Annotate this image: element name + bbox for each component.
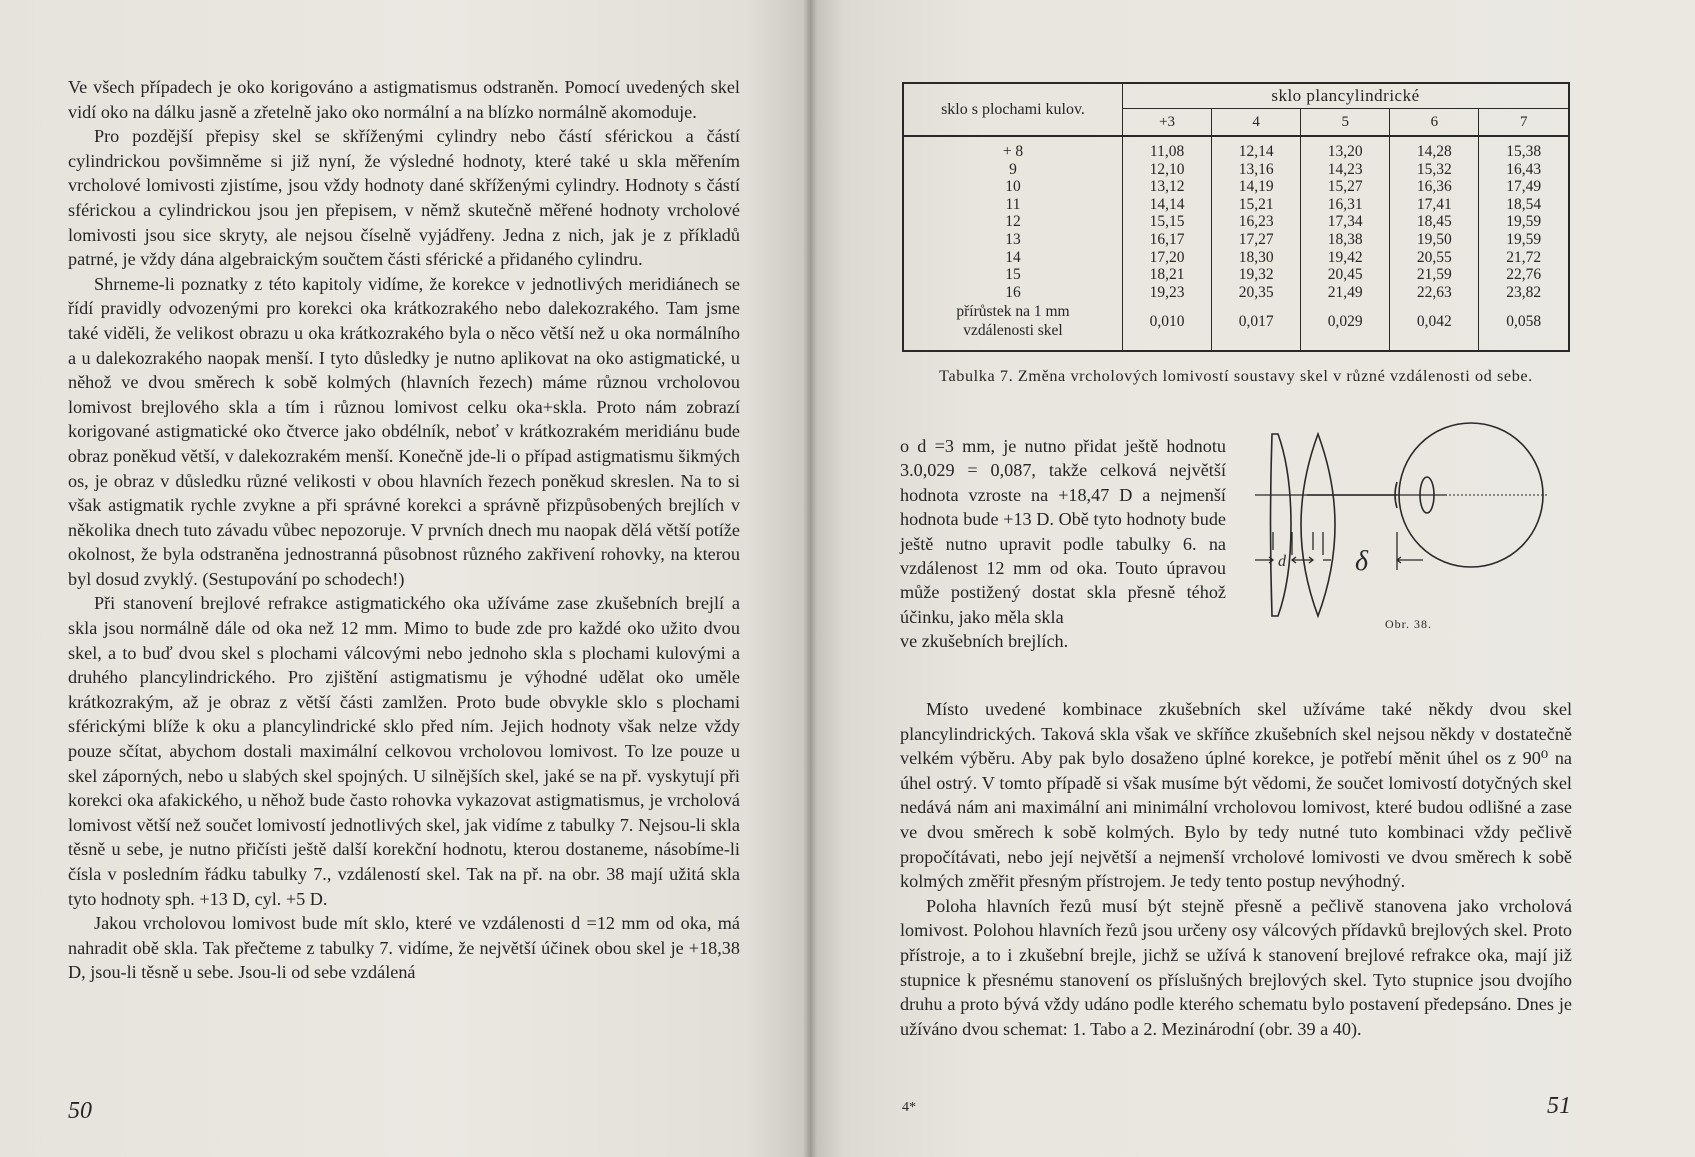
row-label: 11 (1005, 195, 1021, 213)
table-cell: 20,55 (1416, 248, 1452, 266)
figure-caption: Obr. 38. (1385, 617, 1432, 631)
table-cell: 14,23 (1327, 160, 1363, 178)
table-cell: 16,43 (1506, 160, 1542, 178)
table-cell: 20,45 (1327, 266, 1363, 284)
figure-wrapped-text (900, 434, 1226, 629)
table-cell: 15,15 (1149, 213, 1185, 231)
table-cell: 18,54 (1506, 195, 1542, 213)
increment-cell: 0,017 (1238, 313, 1274, 331)
table-cell: 22,63 (1416, 283, 1452, 301)
table-cell: 21,49 (1327, 283, 1363, 301)
table-cell: 13,16 (1238, 160, 1274, 178)
table-cell: 15,27 (1327, 178, 1363, 196)
table-cell: 16,31 (1327, 195, 1363, 213)
row-label: + 8 (1002, 143, 1024, 160)
increment-label: přírůstek na 1 mm (956, 303, 1070, 321)
increment-label: vzdálenosti skel (963, 322, 1063, 340)
table-cell: 21,59 (1416, 266, 1452, 284)
paragraph: Jakou vrcholovou lomivost bude mít sklo, které ve vzdálenosti d =12 mm od oka, má nahradit obě skla. Tak přečteme z tabulky 7. vidíme, že největší účinek obou skel je +18,38 D, jsou-li těsně u sebe. Jsou-li od sebe vzdálená (68, 913, 740, 983)
paragraph: Shrneme-li poznatky z této kapitoly vidíme, že korekce v jednotlivých meridiánech se řídí pravidly odvozenými pro korekci oka krátkozrakého nebo dalekozrakého. Tam jsme také viděli, že velikost obrazu u oka krátkozrakého byla o něco větší než u oka normálního a u dalekozrakého naopak menší. I tyto důsledky je nutno aplikovat na oko astigmatické, u něhož ve dvou směrech k sobě kolmých (hlavních řezech) máme různou vrcholovou lomivost brejlového skla a tím i různou lomivost celku oka+skla. Proto nám zobrazí korigované astigmatické oko čtverce jako obdélník, neboť v krátkozrakém meridiánu bude obraz poněkud větší, v dalekozrakém menší. Konečně jde-li o případ astigmatismu šikmých os, je obraz v důsledku různé velikosti v obou hlavních řezech poněkud skreslen. Na to si však astigmatik rychle zvykne a při správné korekci a správně přizpůsobených brejlích v několika dnech tuto závadu vůbec nepozoruje. V prvních dnech mu naopak dělá větší potíže okolnost, že byla odstraněna jednostranná působnost různého zakřivení rohovky, na kterou byl dosud zvyklý. (Sestupování po schodech!) (68, 273, 740, 589)
table-cell: 18,38 (1327, 230, 1363, 248)
table-cell: 23,82 (1506, 283, 1542, 301)
table-cell: 15,38 (1506, 143, 1542, 160)
table-cell: 21,72 (1506, 248, 1542, 266)
table-column (1301, 136, 1390, 350)
paragraph: Při stanovení brejlové refrakce astigmatického oka užíváme zase zkušebních brejlí a skla jsou normálně dále od oka než 12 mm. Mimo to bude zde pro každé oko užito dvou skel, a to buď dvou skel s plochami válcovými nebo jednoho skla s plochami kulovými a druhého plancylindrického. Pro zjištění astigmatismu je výhodné udělat oko uměle krátkozrakým, až je obraz z větší části zamlžen. Proto bude obvykle sklo s plochami sférickými blíže k oku a plancylindrické sklo před ním. Jejich hodnoty však nelze vždy pouze sčítat, abychom dostali maximální celkovou vrcholovou lomivost. To lze pouze u skel záporných, nebo u slabých skel spojných. U silnějších skel, jaké se na př. vyskytují při korekci oka afakického, u něhož bude často rohovka vykazovat astigmatismus, je vrcholová lomivost větší než součet lomivostí jednotlivých skel, jak vidíme z tabulky 7. Nejsou-li skla těsně u sebe, je nutno přičísti ještě další korekční hodnotu, kterou dostaneme, násobíme-li čísla v posledním řádku tabulky 7., vzdáleností skel. Tak na př. na obr. 38 mají užitá skla tyto hodnoty sph. +13 D, cyl. +5 D. (68, 593, 740, 909)
table-cell: 17,20 (1149, 248, 1185, 266)
table-column (1123, 136, 1212, 350)
table-cell: 19,23 (1149, 283, 1185, 301)
table-cell: 14,19 (1238, 178, 1274, 196)
row-label: 12 (1005, 213, 1021, 231)
table-cell: 17,34 (1327, 213, 1363, 231)
table-cell: 12,10 (1149, 160, 1185, 178)
table-cell: 13,20 (1327, 143, 1363, 160)
table-column (1479, 136, 1568, 350)
table-cell: 20,35 (1238, 283, 1274, 301)
paragraph: o d =3 mm, je nutno přidat ještě hodnotu 3.0,029 = 0,087, takže celková největší hodnota vzroste na +18,47 D a nejmenší hodnota bude +13 D. Obě tyto hodnoty bude ještě nutno upravit podle tabulky 6. na vzdálenost 12 mm od oka. Touto úpravou může postižený dostat skla přesně téhož účinku, jako měla skla (900, 436, 1226, 627)
table-cell: 17,27 (1238, 230, 1274, 248)
table-cell: 16,23 (1238, 213, 1274, 231)
column-header: 7 (1479, 109, 1568, 137)
left-body-text (68, 75, 740, 985)
figure-wrapped-text-tail: ve zkušebních brejlích. (900, 631, 1069, 651)
spherical-lens (1301, 434, 1335, 616)
table-cell: 14,28 (1416, 143, 1452, 160)
paragraph: Místo uvedené kombinace zkušebních skel užíváme také někdy dvou skel plancylindrických. Taková skla však ve skříňce zkušebních skel nejsou někdy v dostatečně velkém výběru. Aby pak bylo dosaženo úplné korekce, je potřebí měnit úhel os z 90⁰ na úhel ostrý. V tomto případě si však musíme být vědomi, že součet lomivostí dotyčných skel nedává nám ani maximální ani minimální vrcholovou lomivost, které budou odlišné a zase ve dvou směrech k sobě kolmých. Bylo by tedy nutné tuto kombinaci vždy pečlivě propočítávati, nebo její největší a nejmenší vrcholové lomivosti ve dvou směrech k sobě kolmých změřit přesným přístrojem. Je tedy tento postup nevýhodný. (900, 699, 1572, 892)
book-gutter (803, 0, 817, 1157)
paragraph: Pro pozdější přepisy skel se skříženými cylindry nebo částí sférickou a částí cylindrickou povšimněme si již nyní, že výsledné hodnoty, které také u skla měřením vrcholové lomivosti zjistíme, jsou vždy hodnoty dané skříženými cylindry. Hodnoty s částí sférickou a cylindrickou jsou jen přepisem, v němž skutečně měřené hodnoty vrcholové lomivosti jsou sice skryty, ale nejsou číselně vyjádřeny. Jedna z nich, jak je z příkladů patrné, je vždy dána algebraickým součtem části sférické a přidaného cylindru. (68, 126, 740, 270)
table-cell: 14,14 (1149, 195, 1185, 213)
table-cell: 18,45 (1416, 213, 1452, 231)
figure-label-delta: δ (1355, 546, 1369, 577)
column-header: 5 (1301, 109, 1390, 137)
row-label: 13 (1005, 230, 1021, 248)
column-header: +3 (1123, 109, 1212, 137)
table-column (1212, 136, 1301, 350)
left-page (0, 0, 810, 1157)
increment-cell: 0,010 (1149, 313, 1185, 331)
row-label: 9 (1009, 160, 1017, 178)
right-body-text (900, 697, 1572, 1041)
table-cell: 19,59 (1506, 213, 1542, 231)
table-cell: 17,49 (1506, 178, 1542, 196)
table-cell: 22,76 (1506, 266, 1542, 284)
figure-label-d: d (1278, 553, 1286, 570)
table-cell: 18,21 (1149, 266, 1185, 284)
table-cell: 13,12 (1149, 178, 1185, 196)
lens-power-table (904, 84, 1568, 350)
increment-cell: 0,042 (1416, 313, 1452, 331)
table-cell: 17,41 (1416, 195, 1452, 213)
increment-cell: 0,029 (1327, 313, 1363, 331)
column-header: 6 (1390, 109, 1479, 137)
table-7 (902, 82, 1570, 352)
column-header: 4 (1212, 109, 1301, 137)
table-cell: 19,50 (1416, 230, 1452, 248)
table-caption: Tabulka 7. Změna vrcholových lomivostí soustavy skel v různé vzdálenosti od sebe. (939, 367, 1533, 385)
table-cell: 19,32 (1238, 266, 1274, 284)
table-header-plancylindrical: sklo plancylindrické (1123, 84, 1569, 109)
row-labels (904, 136, 1123, 350)
table-cell: 15,21 (1238, 195, 1274, 213)
cylindrical-lens (1271, 434, 1292, 616)
table-cell: 18,30 (1238, 248, 1274, 266)
table-cell: 19,59 (1506, 230, 1542, 248)
row-label: 15 (1005, 266, 1021, 284)
figure-38-lens-diagram (1247, 420, 1577, 635)
row-label: 16 (1005, 283, 1021, 301)
paragraph: Poloha hlavních řezů musí být stejně přesně a pečlivě stanovena jako vrcholová lomivost. Polohou hlavních řezů jsou určeny osy válcových přídavků brejlových skel. Proto přístroje, a to i zkušební brejle, jichž se užívá k stanovení brejlové refrakce oka, mají již stupnice k přesnému stanovení os příslušných brejlových skel. Tyto stupnice jsou dvojího druhu a proto bývá vždy udáno podle kterého schematu bylo postavení předepsáno. Dnes je užíváno dvou schemat: 1. Tabo a 2. Mezinárodní (obr. 39 a 40). (900, 895, 1572, 1039)
table-cell: 11,08 (1149, 143, 1185, 160)
paragraph: Ve všech případech je oko korigováno a astigmatismus odstraněn. Pomocí uvedených skel vidí oko na dálku jasně a zřetelně jako oko normální a na blízko normálně akomoduje. (68, 77, 740, 122)
table-column (1390, 136, 1479, 350)
table-header-spherical: sklo s plochami kulov. (904, 84, 1123, 136)
table-cell: 16,36 (1416, 178, 1452, 196)
table-cell: 19,42 (1327, 248, 1363, 266)
table-cell: 15,32 (1416, 160, 1452, 178)
row-label: 10 (1005, 178, 1021, 196)
table-cell: 12,14 (1238, 143, 1274, 160)
page-number-left: 50 (68, 1098, 92, 1124)
table-cell: 16,17 (1149, 230, 1185, 248)
increment-cell: 0,058 (1506, 313, 1542, 331)
signature-mark: 4* (902, 1100, 916, 1115)
row-label: 14 (1005, 248, 1021, 266)
page-number-right: 51 (1547, 1093, 1571, 1119)
